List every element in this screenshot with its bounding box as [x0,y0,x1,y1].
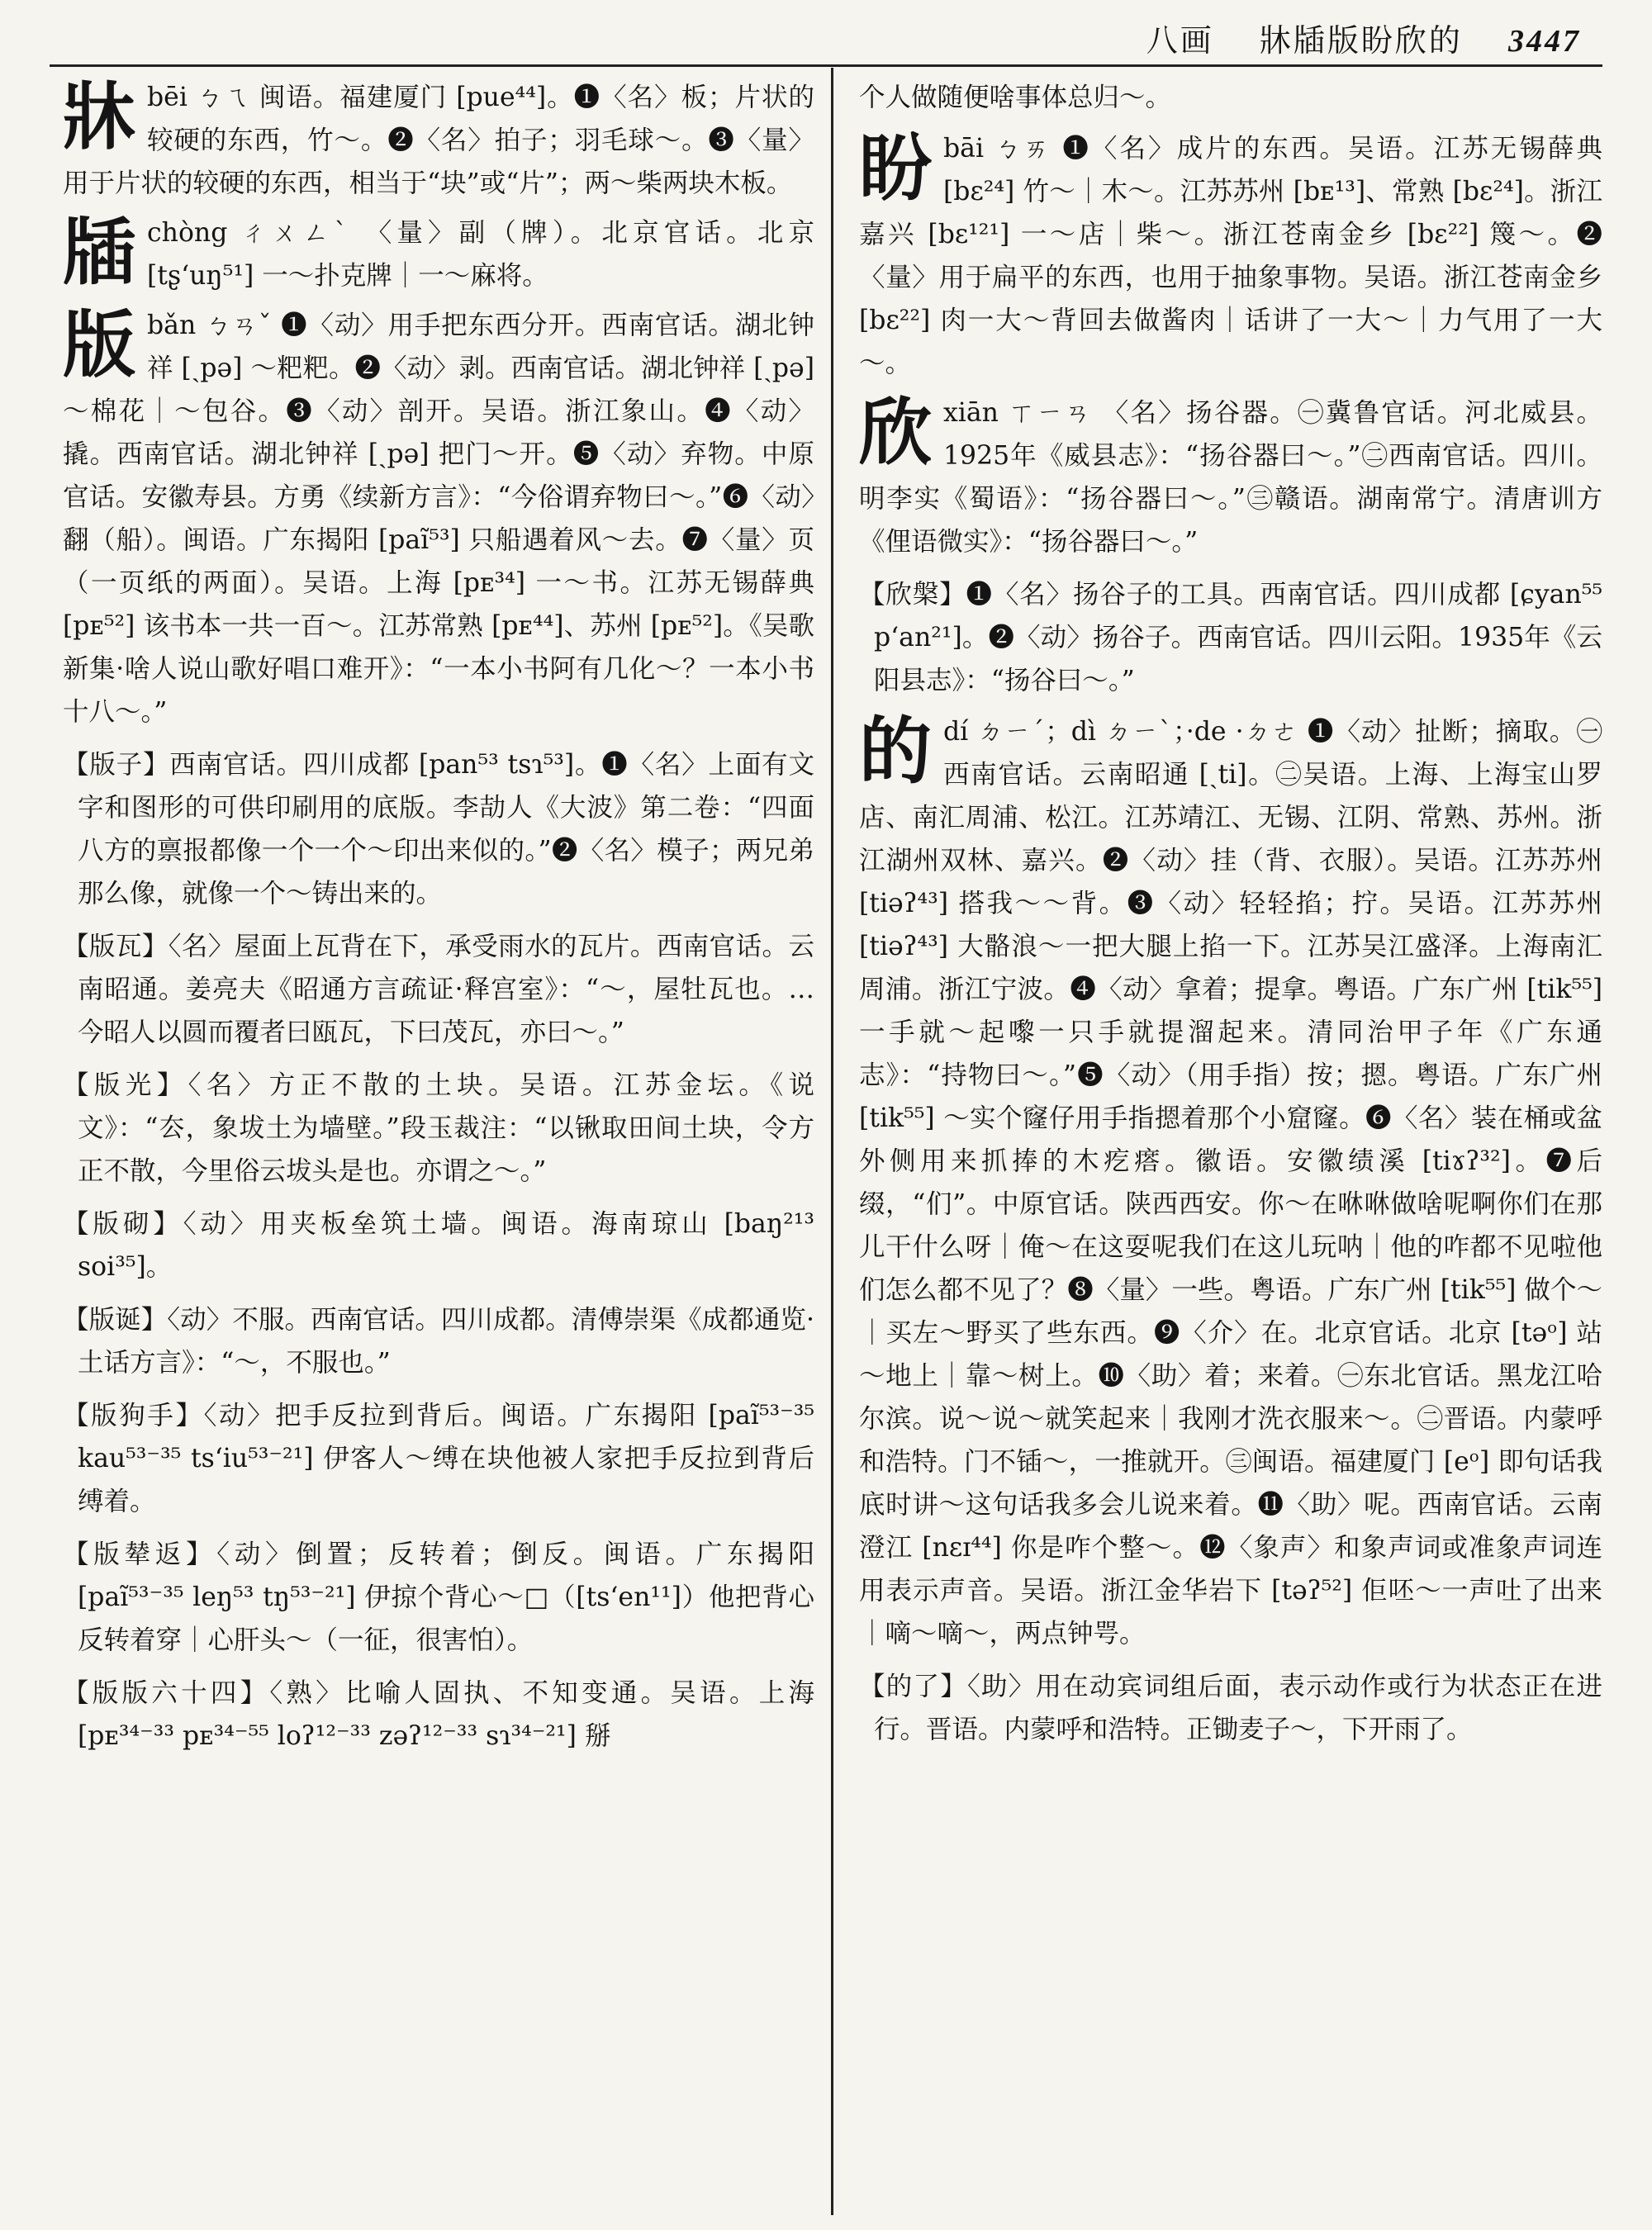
entry-bai [859,127,1602,385]
left-column [63,76,814,2215]
headword: 欣 [859,389,933,475]
sub-entry: 【的了】〈助〉用在动宾词组后面，表示动作或行为状态正在进行。晋语。内蒙呼和浩特。正锄麦子～，下开雨了。 [859,1672,1602,1744]
sub-entry: 【版诞】〈动〉不服。西南官话。四川成都。清傅崇渠《成都通览·土话方言》：“～，不服也。” [63,1305,814,1378]
sub-entry: 【版光】〈名〉方正不散的土块。吴语。江苏金坛。《说文》：“厺，象坺土为墙壁。”段玉裁注：“以锹取田间土块，令方正不散，今里俗云坺头是也。亦谓之～。” [63,1070,814,1186]
entry-chong [63,211,814,297]
entry-bei [63,76,814,205]
headword: 牀 [63,76,136,159]
headword: 盼 [859,125,933,211]
running-head [1146,15,1581,60]
entry-xian [859,391,1602,563]
entry-di [859,710,1602,1655]
headword: 的 [859,708,933,794]
continued-text: 个人做随便啥事体总归～。 [859,83,1172,112]
sub-entry: 【版瓦】〈名〉屋面上瓦背在下，承受雨水的瓦片。西南官话。云南昭通。姜亮夫《昭通方言疏证·释宫室》：“～，屋牡瓦也。…今昭人以圆而覆者曰瓯瓦，下曰茂瓦，亦曰～。” [63,932,814,1047]
headword: 牐 [63,209,136,295]
entry-text: dí ㄉㄧˊ；dì ㄉㄧˋ；·de ·ㄉㄜ ❶〈动〉扯断；摘取。㊀西南官话。云南昭通 [ˏti]。㊁吴语。上海、上海宝山罗店、南汇周浦、松江。江苏靖江、无锡、江阴、常熟、苏州。浙江湖州双林、嘉兴。❷〈动〉挂（背、衣服）。吴语。江苏苏州 [tiəʔ⁴³] 搭我～～背。❸〈动〉轻轻掐；拧。吴语。江苏苏州 [tiəʔ⁴³] 大骼浪～一把大腿上掐一下。江苏吴江盛泽。上海南汇周浦。浙江宁波。❹〈动〉拿着；提拿。粤语。广东广州 [tik⁵⁵] 一手就～起嚟一只手就提溜起来。清同治甲子年《广东通志》：“持物曰～。”❺〈动〉（用手指）按；摁。粤语。广东广州 [tik⁵⁵] ～实个窿仔用手指摁着那个小窟窿。❻〈名〉装在桶或盆外侧用来抓捧的木疙瘩。徽语。安徽绩溪 [tiɤʔ³²]。❼后缀，“们”。中原官话。陕西西安。你～在咻咻做啥呢啊你们在那儿干什么呀｜俺～在这耍呢我们在这儿玩呐｜他的咋都不见啦他们怎么都不见了？❽〈量〉一些。粤语。广东广州 [tik⁵⁵] 做个～｜买左～野买了些东西。❾〈介〉在。北京官话。北京 [təᵒ] 站～地上｜靠～树上。❿〈助〉着；来着。㊀东北官话。黑龙江哈尔滨。说～说～就笑起来｜我刚才洗衣服来～。㊁晋语。内蒙呼和浩特。门不锸～，一推就开。㊂闽语。福建厦门 [eᵒ] 即句话我底时讲～这句话我多会儿说来着。⓫〈助〉呢。西南官话。云南澄江 [nɛɪ⁴⁴] 你是咋个整～。⓬〈象声〉和象声词或准象声词连用表示声音。吴语。浙江金华岩下 [təʔ⁵²] 佢呸～一声吐了出来｜嘀～嘀～，两点钟咢。 [859,717,1602,1649]
section-label: 八画 [1146,22,1214,59]
column-rule [831,68,833,2215]
sub-entry: 【欣槃】❶〈名〉扬谷子的工具。西南官话。四川成都 [ɕyan⁵⁵ pʻan²¹]。❷〈动〉扬谷子。西南官话。四川云阳。1935年《云阳县志》：“扬谷曰～。” [859,580,1602,695]
sub-entry: 【版砌】〈动〉用夹板垒筑土墙。闽语。海南琼山 [baŋ²¹³ soi³⁵]。 [63,1209,814,1282]
entry-ban [63,301,814,733]
sub-entry: 【版版六十四】〈熟〉比喻人固执、不知变通。吴语。上海 [pᴇ³⁴⁻³³ pᴇ³⁴⁻⁵⁵ loʔ¹²⁻³³ zəʔ¹²⁻³³ sɿ³⁴⁻²¹] 掰 [63,1678,814,1751]
entry-text: bēi ㄅㄟ 闽语。福建厦门 [pue⁴⁴]。❶〈名〉板；片状的较硬的东西，竹～。❷〈名〉拍子；羽毛球～。❸〈量〉用于片状的较硬的东西，相当于“块”或“片”；两～柴两块木板。 [63,83,814,198]
sub-entry: 【版子】西南官话。四川成都 [pan⁵³ tsɿ⁵³]。❶〈名〉上面有文字和图形的可供印刷用的底版。李劼人《大波》第二卷：“四面八方的禀报都像一个一个～印出来似的。”❷〈名〉模子；两兄弟那么像，就像一个～铸出来的。 [63,750,814,909]
header-chars: 牀牐版盼欣的 [1259,22,1463,59]
right-column [859,76,1602,2215]
entry-text: bāi ㄅㄞ ❶〈名〉成片的东西。吴语。江苏无锡薛典 [bɛ²⁴] 竹～｜木～。江苏苏州 [bᴇ¹³]、常熟 [bɛ²⁴]。浙江嘉兴 [bɛ¹²¹] 一～店｜柴～。浙江苍南金乡 [bɛ²²] 篾～。❷〈量〉用于扁平的东西，也用于抽象事物。吴语。浙江苍南金乡 [bɛ²²] 肉一大～背回去做酱肉｜话讲了一大～｜力气用了一大～。 [859,134,1602,378]
sub-entry: 【版辇返】〈动〉倒置；反转着；倒反。闽语。广东揭阳 [paĩ⁵³⁻³⁵ leŋ⁵³ tŋ⁵³⁻²¹] 伊掠个背心～□（[tsʻen¹¹]）他把背心反转着穿｜心肝头～（一征，很害怕）。 [63,1540,814,1655]
page-number: 3447 [1508,24,1581,59]
entry-text: bǎn ㄅㄢˇ ❶〈动〉用手把东西分开。西南官话。湖北钟祥 [ˏpə] ～粑粑。❷〈动〉剥。西南官话。湖北钟祥 [ˏpə] ～棉花｜～包谷。❸〈动〉剖开。吴语。浙江象山。❹〈动〉撬。西南官话。湖北钟祥 [ˏpə] 把门～开。❺〈动〉弃物。中原官话。安徽寿县。方勇《续新方言》：“今俗谓弃物曰～。”❻〈动〉翻（船）。闽语。广东揭阳 [paĩ⁵³] 只船遇着风～去。❼〈量〉页（一页纸的两面）。吴语。上海 [pᴇ³⁴] 一～书。江苏无锡薛典 [pᴇ⁵²] 该书本一共一百～。江苏常熟 [pᴇ⁴⁴]、苏州 [pᴇ⁵²]。《吴歌新集·啥人说山歌好唱口难开》：“一本小书阿有几化～？一本小书十八～。” [63,311,814,727]
entry-text: chòng ㄔㄨㄥˋ 〈量〉副（牌）。北京官话。北京 [tʂʻuŋ⁵¹] 一～扑克牌｜一～麻将。 [147,218,814,291]
header-rule [50,64,1602,67]
sub-entry: 【版狗手】〈动〉把手反拉到背后。闽语。广东揭阳 [paĩ⁵³⁻³⁵ kau⁵³⁻³⁵ tsʻiu⁵³⁻²¹] 伊客人～缚在块他被人家把手反拉到背后缚着。 [63,1401,814,1516]
headword: 版 [63,301,136,387]
entry-text: xiān ㄒㄧㄢ 〈名〉扬谷器。㊀冀鲁官话。河北威县。1925年《威县志》：“扬谷器曰～。”㊁西南官话。四川。明李实《蜀语》：“扬谷器曰～。”㊂赣语。湖南常宁。清唐训方《俚语微实》：“扬谷器曰～。” [859,398,1602,557]
